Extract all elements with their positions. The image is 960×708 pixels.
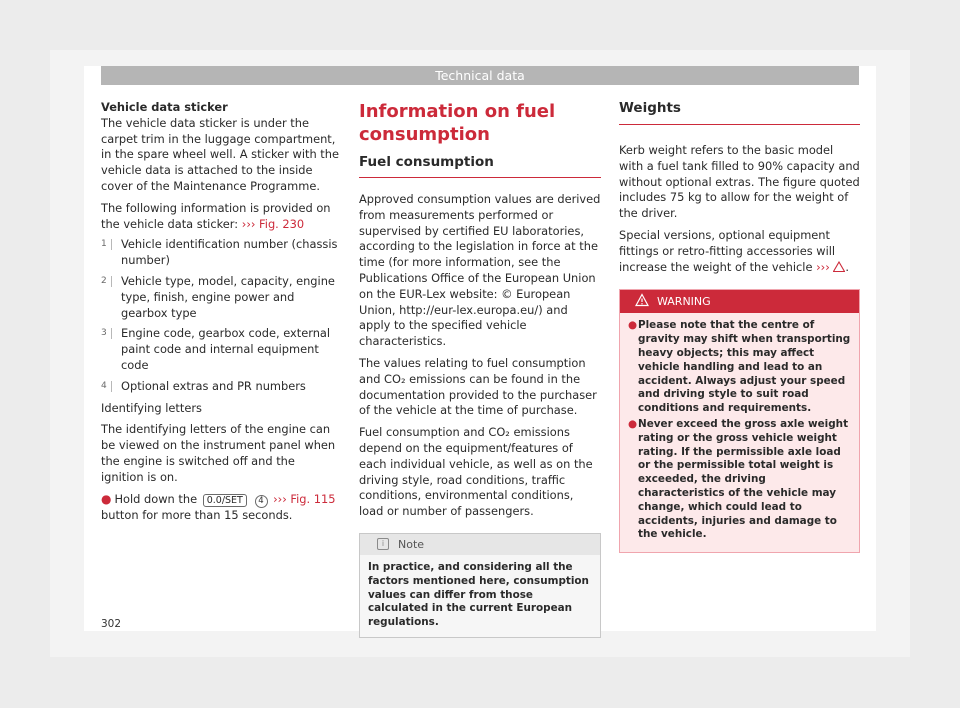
note-label: Note [398, 537, 425, 551]
warning-box [619, 289, 860, 553]
sticker-info-text: The following information is provided on the vehicle data sticker: [101, 200, 331, 231]
warning-header [620, 290, 859, 313]
title-fuel-information: Information on fuel consumption [359, 101, 556, 145]
warning-item-text: Never exceed the gross axle weight rating or the gross vehicle weight rating. If the permissible axle load or the permissible total weight is exceeded, the driving characteristics of the vehicle may change, which could lead to accidents, injuries and damage to the vehicle. [638, 417, 849, 541]
note-icon: i [377, 538, 389, 550]
heading-identifying-letters: Identifying letters [101, 400, 202, 415]
warning-triangle-icon [635, 293, 649, 307]
list-item [101, 326, 341, 373]
figure-link-230[interactable]: ››› Fig. 230 [241, 216, 305, 231]
sticker-items-list [101, 237, 341, 394]
warning-label: WARNING [657, 295, 711, 309]
note-text: In practice, and considering all the factors mentioned here, consumption values can differ from those calculated in the current European regulations. [368, 560, 589, 629]
warning-link-arrows: ››› [816, 259, 830, 274]
paragraph-consumption-depends: Fuel consumption and CO₂ emissions depend on the equipment/features of each individual vehicle, as well as on the driving style, road conditions, traffic conditions, environmental conditions, load or number of passengers. [359, 425, 593, 519]
bullet-pre-text: Hold down the [114, 491, 198, 506]
item-number: 2 [101, 276, 112, 287]
paragraph-kerb-weight: Kerb weight refers to the basic model with a fuel tank filled to 90% capacity and without optional extras. The figure quoted includes 75 kg to allow for the weight of the driver. [619, 143, 860, 221]
bullet-post-text: button for more than 15 seconds. [101, 507, 293, 522]
item-text: Vehicle identification number (chassis number) [121, 237, 338, 268]
warning-triangle-icon [833, 261, 845, 272]
figure-link-115[interactable]: ››› Fig. 115 [273, 491, 336, 506]
warning-link[interactable] [816, 260, 845, 274]
item-number: 4 [101, 381, 112, 392]
paragraph-identifying-letters: The identifying letters of the engine can be viewed on the instrument panel when the engine is switched off and the ignition is on. [101, 422, 336, 484]
paragraph-special-versions: Special versions, optional equipment fittings or retro-fitting accessories will increase the weight of the vehicle ››› . [619, 227, 849, 274]
title-weights: Weights [619, 100, 860, 125]
bullet-icon: ● [101, 491, 112, 506]
item-number: 3 [101, 328, 112, 339]
heading-vehicle-data-sticker: Vehicle data sticker [101, 100, 228, 114]
item-text: Vehicle type, model, capacity, engine type, finish, engine power and gearbox type [121, 273, 335, 320]
bullet-icon: ● [628, 417, 638, 430]
page-number: 302 [101, 618, 122, 630]
warning-item-text: Please note that the centre of gravity may shift when transporting heavy objects; this may affect vehicle handling and lead to an accident. Always adjust your speed and driving style to suit road conditions and requirements. [638, 319, 851, 415]
special-versions-text: Special versions, optional equipment fittings or retro-fitting accessories will increase the weight of the vehicle [619, 227, 836, 274]
paragraph-sticker-location: The vehicle data sticker is under the carpet trim in the luggage compartment, in the spare wheel well. A sticker with the vehicle data is attached to the inside cover of the Maintenance Programme. [101, 115, 339, 193]
note-header [360, 534, 600, 555]
warning-body [620, 313, 859, 552]
column-weights [619, 100, 860, 553]
paragraph-co2-values: The values relating to fuel consumption and CO₂ emissions can be found in the documentation provided to the purchaser of the vehicle at the time of purchase. [359, 355, 597, 418]
key-label-set: 0.0/SET [203, 494, 247, 507]
subtitle-fuel-consumption: Fuel consumption [359, 154, 601, 178]
warning-item [628, 418, 851, 542]
item-text: Engine code, gearbox code, external paint code and internal equipment code [121, 326, 331, 372]
warning-item [628, 319, 851, 416]
paragraph-sticker-info [101, 201, 341, 233]
list-item [101, 237, 341, 269]
column-fuel-consumption [359, 100, 601, 638]
section-header: Technical data [101, 66, 859, 85]
item-number: 1 [101, 239, 112, 250]
note-box [359, 533, 601, 638]
callout-number: 4 [255, 495, 268, 508]
bullet-hold-button [101, 492, 341, 524]
paragraph-approved-values: Approved consumption values are derived from measurements performed or supervised by certified EU laboratories, according to the legislation in force at the time (for more information, see the Publications Office of the European Union on the EUR-Lex website: © European Union, http://eur-lex.europa.eu/) and apply to the specified vehicle characteristics. [359, 192, 601, 349]
column-vehicle-data [101, 100, 341, 523]
item-text: Optional extras and PR numbers [121, 378, 306, 393]
list-item [101, 379, 341, 395]
bullet-icon: ● [628, 319, 638, 332]
list-item [101, 274, 341, 321]
